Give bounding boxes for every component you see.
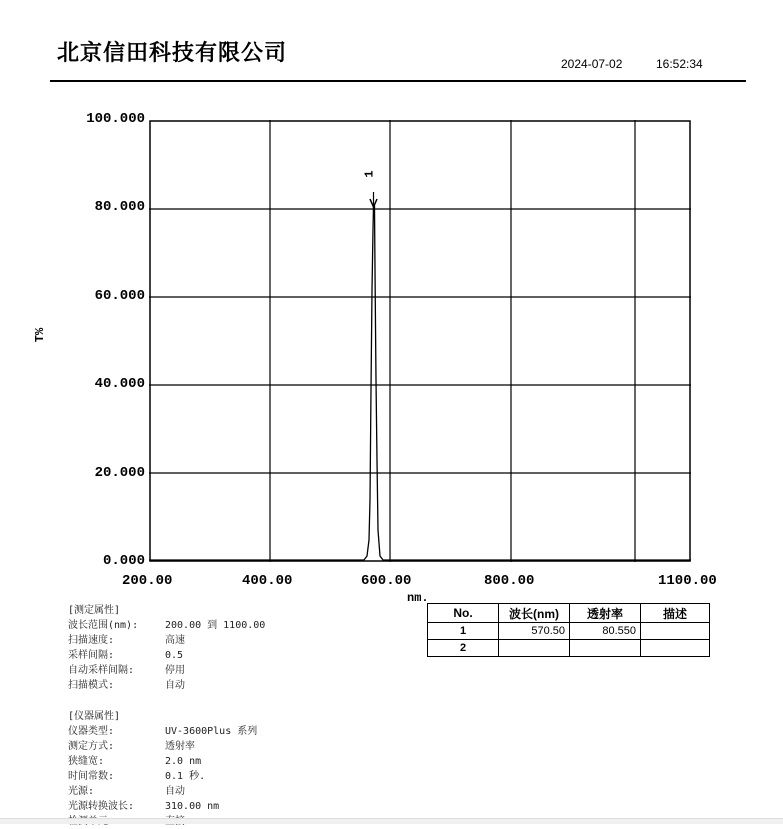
section-title: [仪器属性]	[68, 711, 121, 722]
property-row: 仪器类型: UV-3600Plus 系列	[68, 726, 258, 737]
y-tick-100: 100.000	[86, 111, 145, 127]
cell-wavelength: 570.50	[499, 623, 570, 640]
y-tick-40: 40.000	[94, 376, 145, 392]
x-tick-600: 600.00	[361, 573, 412, 589]
property-row: 光源: 自动	[68, 786, 185, 797]
cell-description	[641, 623, 710, 640]
col-description: 描述	[641, 604, 710, 623]
property-row: 扫描模式: 自动	[68, 680, 185, 691]
report-time: 16:52:34	[656, 57, 703, 71]
report-date: 2024-07-02	[561, 57, 623, 71]
property-row: 测定方式: 透射率	[68, 741, 195, 752]
cell-no: 2	[428, 640, 499, 657]
spectrum-plot	[149, 120, 691, 562]
x-tick-1100: 1100.00	[658, 573, 717, 589]
y-tick-60: 60.000	[94, 288, 145, 304]
property-row: 时间常数: 0.1 秒.	[68, 771, 206, 782]
measurement-properties	[68, 603, 265, 693]
header-rule	[50, 80, 746, 82]
y-tick-20: 20.000	[94, 465, 145, 481]
cell-transmittance	[570, 640, 641, 657]
instrument-properties	[68, 709, 257, 829]
cell-no: 1	[428, 623, 499, 640]
peak-marker-label: 1	[362, 170, 377, 178]
section-title: [测定属性]	[68, 605, 121, 616]
cell-wavelength	[499, 640, 570, 657]
peak-table-header	[428, 604, 710, 623]
peak-table	[427, 603, 710, 657]
table-row	[428, 623, 710, 640]
x-tick-200: 200.00	[122, 573, 173, 589]
property-row: 波长范围(nm): 200.00 到 1100.00	[68, 620, 266, 631]
y-tick-0: 0.000	[102, 553, 145, 569]
col-transmittance: 透射率	[570, 604, 641, 623]
x-tick-400: 400.00	[242, 573, 293, 589]
col-no: No.	[428, 604, 499, 623]
x-axis-unit: nm.	[407, 591, 429, 605]
property-row: 采样间隔: 0.5	[68, 650, 184, 661]
property-row: 扫描速度: 高速	[68, 635, 185, 646]
table-row	[428, 640, 710, 657]
company-name: 北京信田科技有限公司	[57, 41, 288, 66]
col-wavelength: 波长(nm)	[499, 604, 570, 623]
property-row: 狭缝宽: 2.0 nm	[68, 756, 202, 767]
cell-transmittance: 80.550	[570, 623, 641, 640]
property-row: 自动采样间隔: 停用	[68, 665, 185, 676]
cell-description	[641, 640, 710, 657]
spectrum-curve	[149, 206, 691, 560]
x-tick-800: 800.00	[484, 573, 535, 589]
bottom-scroll-edge	[0, 818, 783, 824]
y-axis-label: T%	[33, 327, 48, 343]
y-tick-80: 80.000	[94, 199, 145, 215]
property-row: 光源转换波长: 310.00 nm	[68, 801, 220, 812]
